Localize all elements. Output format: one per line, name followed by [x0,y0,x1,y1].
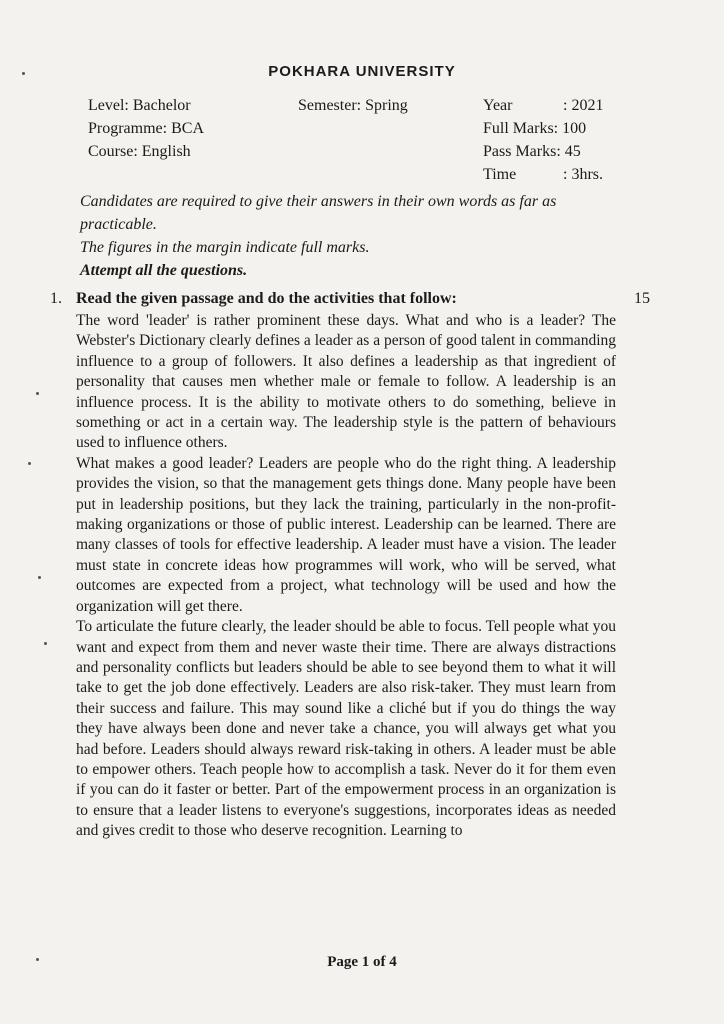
time-row [483,163,603,186]
header-right-block [483,94,603,186]
reading-passage [76,311,616,842]
scan-speck [36,392,39,395]
university-title: POKHARA UNIVERSITY [268,63,456,80]
scan-speck [36,958,39,961]
question-number: 1. [50,290,62,307]
year-label: Year [483,97,513,114]
passage-paragraph-3: To articulate the future clearly, the leader should be able to focus. Tell people what you want and expect from them and never waste their time. There are always distractions and personality conflicts but leaders should be able to see beyond them to what it will take to get the job done effectively. Leaders are also risk-taker. They must learn from their success and failure. This may sound like a cliché but if you do things the way they have always been done and never take a chance, you will always get what you had before. Leaders should always reward risk-taking in others. A leader must be able to empower others. Teach people how to accomplish a task. Never do it for them even if you can do it faster or better. Part of the empowerment process in an organization is to ensure that a leader listens to everyone's suggestions, incorporates ideas as needed and gives credit to those who deserve recognition. Learning to [76,618,616,840]
year-value: : 2021 [563,97,604,114]
scan-speck [28,462,31,465]
programme-text: Programme: BCA [88,120,204,137]
passage-paragraph-1: The word 'leader' is rather prominent these days. What and who is a leader? The Webster's Dictionary clearly defines a leader as a person of good talent in commanding influence to a group of followers. It also defines a leadership as that ingredient of personality that causes men whether male or female to follow. A leadership is an influence process. It is the ability to motivate others to do something, believe in something or act in a certain way. The leadership style is the pattern of behaviours used to influence others. [76,312,616,452]
level-text: Level: Bachelor [88,97,191,114]
full-marks-text: Full Marks: 100 [483,120,587,137]
scan-speck [44,642,47,645]
header-middle-block [298,94,408,117]
instruction-own-words: Candidates are required to give their answers in their own words as far as practicable. [80,193,557,233]
question-marks: 15 [634,290,650,307]
pass-marks-text: Pass Marks: 45 [483,143,581,160]
time-value: : 3hrs. [563,166,603,183]
semester-text: Semester: Spring [298,97,408,114]
passage-paragraph-2: What makes a good leader? Leaders are people who do the right thing. A leadership provides the vision, so that the management gets things done. Many people have been put in leadership positions, but they lack the training, particularly in the non-profit-making organizations or those of public interest. Leadership can be learned. There are many classes of tools for effective leadership. A leader must have a vision. The leader must state in concrete ideas how programmes will work, who will be served, what outcomes are expected from a project, what technology will be used and how the organization will get there. [76,454,616,615]
instructions-block [80,190,620,282]
header-left-block [88,94,204,163]
question-heading: Read the given passage and do the activities that follow: [76,290,457,307]
instruction-attempt-all: Attempt all the questions. [80,262,248,279]
time-label: Time [483,166,517,183]
page-number: Page 1 of 4 [327,954,397,970]
scan-speck [38,576,41,579]
instruction-margin-marks: The figures in the margin indicate full marks. [80,239,370,256]
course-text: Course: English [88,143,191,160]
scan-speck [22,72,25,75]
year-row [483,94,603,117]
